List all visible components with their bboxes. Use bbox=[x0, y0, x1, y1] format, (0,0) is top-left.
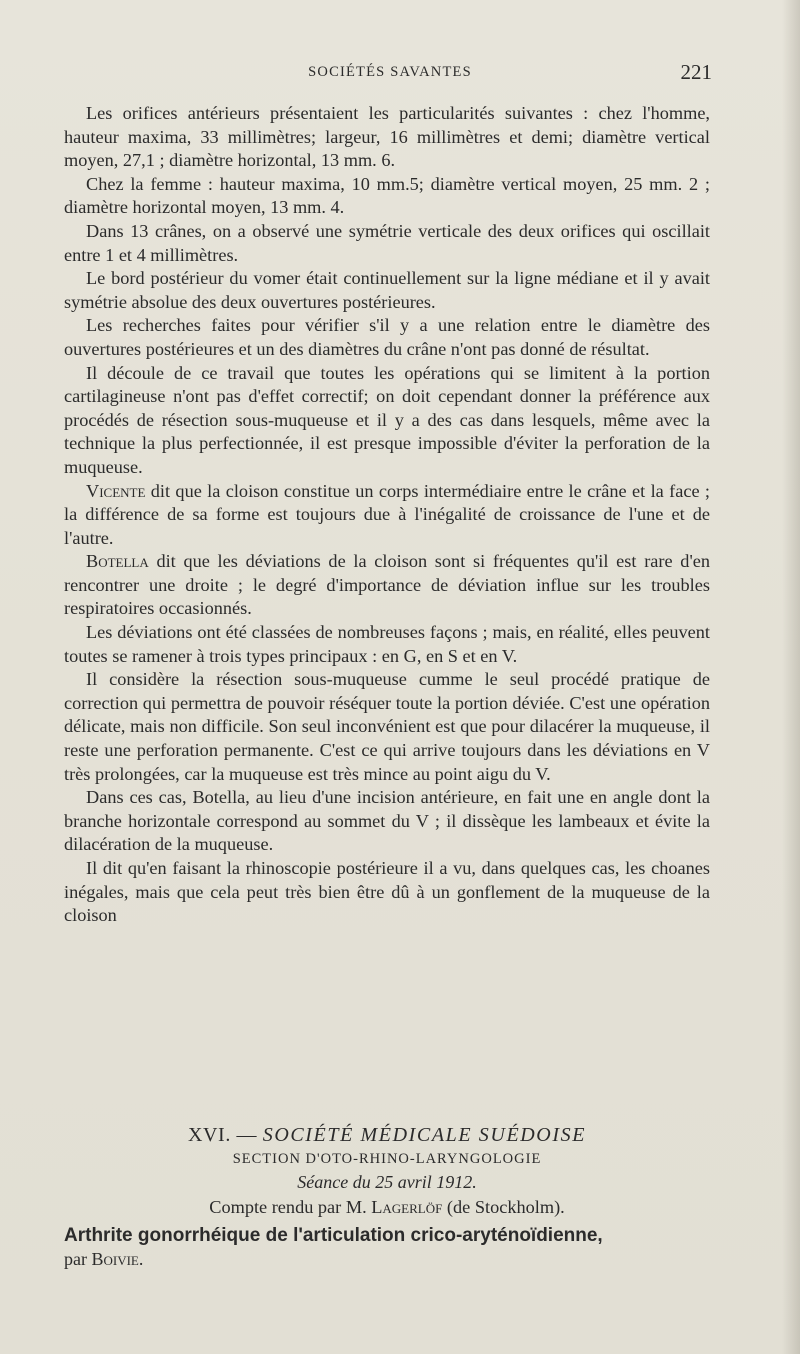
section-block bbox=[64, 1122, 710, 1270]
paragraph bbox=[64, 550, 710, 621]
paragraph bbox=[64, 480, 710, 551]
session-date: Séance du 25 avril 1912. bbox=[297, 1172, 477, 1192]
paragraph-text: dit que les déviations de la cloison sont si fréquentes qu'il est rare d'en rencontrer une droite ; le degré d'importance de déviation influe sur les troubles respiratoires occasionnés. bbox=[64, 551, 710, 619]
paragraph-text: dit que la cloison constitue un corps intermédiaire entre le crâne et la face ; la différence de sa forme est toujours due à l'inégalité de croissance de l'une et de l'autre. bbox=[64, 480, 710, 548]
paragraph: Dans ces cas, Botella, au lieu d'une incision antérieure, en fait une en angle dont la branche horizontale correspond au sommet du V ; il dissèque les lambeaux et évite la dilacération de la muqueuse. bbox=[64, 787, 710, 855]
section-title bbox=[64, 1122, 710, 1148]
author-prefix: par bbox=[64, 1249, 92, 1269]
paragraph: Les orifices antérieurs présentaient les particularités suivantes : chez l'homme, hauteur maxima, 33 millimètres; largeur, 16 millimètres et demi; diamètre vertical moyen, 27,1 ; diamètre horizontal, 13 mm. 6. bbox=[64, 103, 710, 171]
body-text bbox=[64, 102, 710, 928]
paragraph: Dans 13 crânes, on a observé une symétrie verticale des deux orifices qui oscillait entre 1 et 4 millimètres. bbox=[64, 220, 710, 265]
speaker-name: Vicente bbox=[86, 480, 146, 501]
speaker-name: Botella bbox=[86, 551, 149, 572]
report-suffix: (de Stockholm). bbox=[442, 1197, 565, 1217]
page-shadow-edge bbox=[782, 0, 800, 1354]
report-prefix: Compte rendu par M. bbox=[209, 1197, 372, 1217]
paragraph: Les recherches faites pour vérifier s'il y a une relation entre le diamètre des ouvertures postérieures et un des diamètres du crâne n'ont pas donné de résultat. bbox=[64, 315, 710, 359]
paragraph: Il considère la résection sous-muqueuse cumme le seul procédé pratique de correction qui permettra de pouvoir réséquer toute la portion déviée. C'est une opération délicate, mais non difficile. Son seul inconvénient est que pour dilacérer la muqueuse, il reste une perforation permanente. C'est ce qui arrive toujours dans les déviations en V très prolongées, car la muqueuse est très mince au point aigu du V. bbox=[64, 669, 710, 784]
page-number: 221 bbox=[680, 60, 712, 84]
report-line bbox=[64, 1194, 710, 1220]
article-heading: Arthrite gonorrhéique de l'articulation crico-aryténoïdienne, bbox=[64, 1225, 603, 1246]
paragraph: Il découle de ce travail que toutes les opérations qui se limitent à la portion cartilagineuse n'ont pas d'effet correctif; on doit cependant donner la préférence aux procédés de résection sous-muqueuse et il y a des cas dans lesquels, même avec la technique la plus perfectionnée, il est presque impossible d'éviter la perforation de la muqueuse. bbox=[64, 362, 710, 477]
paragraph: Le bord postérieur du vomer était continuellement sur la ligne médiane et il y avait symétrie absolue des deux ouvertures postérieures. bbox=[64, 268, 710, 312]
section-subtitle: SECTION D'OTO-RHINO-LARYNGOLOGIE bbox=[232, 1151, 542, 1167]
article-author bbox=[64, 1248, 710, 1270]
running-head bbox=[0, 60, 800, 88]
section-number: XVI. — bbox=[187, 1124, 263, 1146]
running-title: SOCIÉTÉS SAVANTES bbox=[308, 64, 472, 80]
paragraph: Les déviations ont été classées de nombreuses façons ; mais, en réalité, elles peuvent toutes se ramener à trois types principaux : en G, en S et en V. bbox=[64, 622, 710, 666]
paragraph: Chez la femme : hauteur maxima, 10 mm.5; diamètre vertical moyen, 25 mm. 2 ; diamètre horizontal moyen, 13 mm. 4. bbox=[64, 173, 710, 218]
reporter-name: Lagerlöf bbox=[371, 1197, 443, 1217]
section-title-text: SOCIÉTÉ MÉDICALE SUÉDOISE bbox=[262, 1124, 587, 1146]
paragraph: Il dit qu'en faisant la rhinoscopie postérieure il a vu, dans quelques cas, les choanes inégales, mais que cela peut très bien être dû à un gonflement de la muqueuse de la cloison bbox=[64, 858, 710, 926]
author-name: Boivie. bbox=[91, 1249, 144, 1269]
